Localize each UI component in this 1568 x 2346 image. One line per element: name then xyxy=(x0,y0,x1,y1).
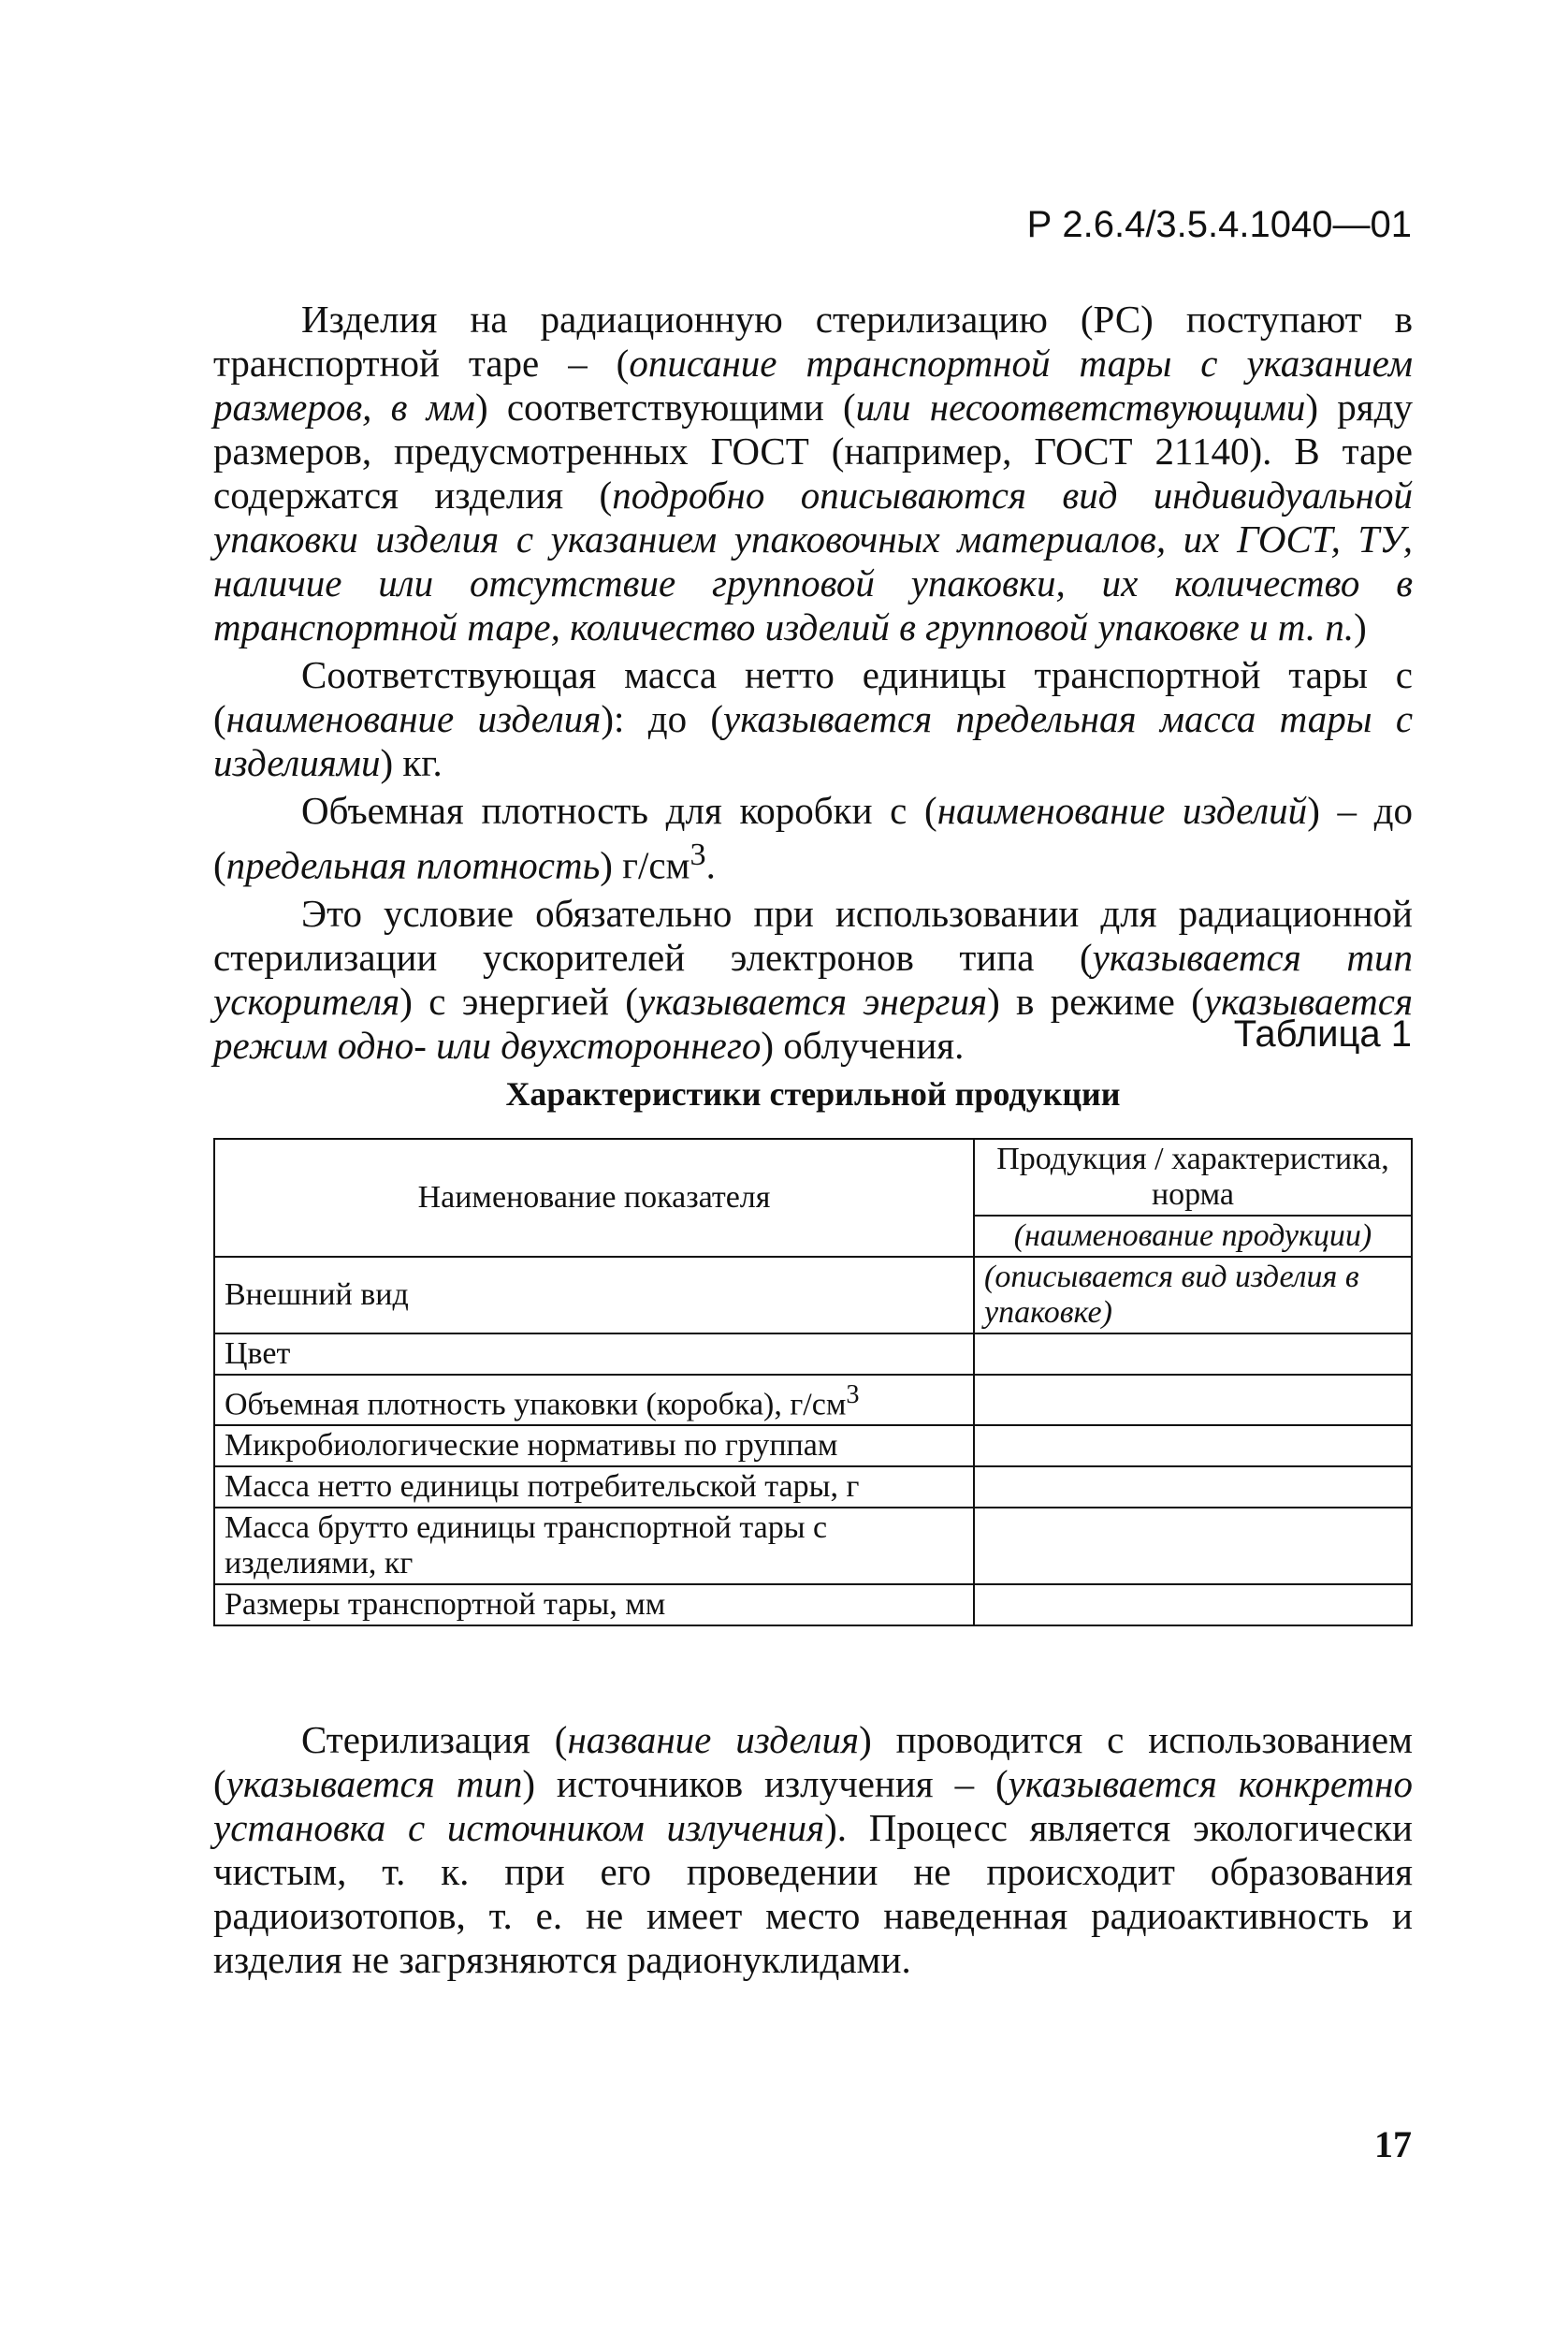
cell-value xyxy=(974,1508,1412,1584)
italic-run: указывается энергия xyxy=(637,979,988,1023)
table-row xyxy=(214,1584,1412,1625)
text-run: Это условие обязательно при использовании для радиационной стерилизации ускорителей электронов типа ( xyxy=(213,891,1413,979)
italic-run: указывается тип ускорителя xyxy=(213,935,1413,1023)
paragraph-sterilization xyxy=(213,1718,1413,1982)
text-run: ) с энергией ( xyxy=(399,979,638,1023)
text-run: ) проводится с использованием ( xyxy=(213,1718,1413,1805)
cell-name: Микробиологические нормативы по группам xyxy=(214,1425,974,1466)
italic-run: указывается конкретно установка с источником излучения xyxy=(213,1762,1413,1849)
text-run: Стерилизация ( xyxy=(301,1718,568,1761)
italic-run: указывается тип xyxy=(225,1762,523,1805)
cell-name: Размеры транспортной тары, мм xyxy=(214,1584,974,1625)
table-row xyxy=(214,1257,1412,1333)
cell-value xyxy=(974,1425,1412,1466)
superscript: 3 xyxy=(846,1380,860,1409)
text-run: Соответствующая масса нетто единицы транспортной тары с ( xyxy=(213,653,1413,740)
italic-run: описание транспортной тары с указанием размеров, в мм xyxy=(213,342,1413,429)
document-code: Р 2.6.4/3.5.4.1040—01 xyxy=(1026,204,1412,245)
text-run: ) соответствующими ( xyxy=(474,386,856,429)
text-run: ) облучения. xyxy=(761,1023,965,1067)
paragraph-net-mass xyxy=(213,653,1413,785)
spec-table xyxy=(213,1138,1413,1626)
text-run: . xyxy=(705,843,716,887)
text-run: ) кг. xyxy=(380,741,443,784)
italic-run: указывается предельная масса тары с изделиями xyxy=(213,697,1414,784)
text-run: ) ряду размеров, предусмотренных ГОСТ (например, ГОСТ 21140). В таре содержатся изделия ( xyxy=(213,386,1414,517)
cell-name: Цвет xyxy=(214,1333,974,1375)
header-cell-product: Продукция / характеристика, норма xyxy=(974,1139,1412,1216)
table-header-row xyxy=(214,1139,1412,1216)
table-title: Характеристики стерильной продукции xyxy=(505,1075,1121,1113)
cell-name: Внешний вид xyxy=(214,1257,974,1333)
cell-value xyxy=(974,1584,1412,1625)
table-row xyxy=(214,1375,1412,1425)
cell-value xyxy=(974,1333,1412,1375)
text-run: ): до ( xyxy=(601,697,724,740)
superscript: 3 xyxy=(690,838,706,872)
italic-run: указывается режим одно- или двухстороннего xyxy=(213,979,1414,1067)
text-run: ) xyxy=(1354,605,1367,648)
header-cell-indicator: Наименование показателя xyxy=(214,1139,974,1257)
top-text-block xyxy=(213,298,1413,1068)
italic-run: подробно описываются вид индивидуальной упаковки изделия с указанием упаковочных материалов, их ГОСТ, ТУ, наличие или отсутствие групповой упаковки, их количество в транспортной таре, количество изделий в групповой упаковке и т. п. xyxy=(213,474,1413,648)
text-run: ) – до ( xyxy=(213,789,1413,887)
table-row xyxy=(214,1425,1412,1466)
italic-run: название изделия xyxy=(567,1718,860,1761)
text-run: Объемная плотность для коробки с ( xyxy=(301,789,937,832)
paragraph-delivery xyxy=(213,298,1413,649)
text-run: Изделия на радиационную стерилизацию (РС) поступают в транспортной таре – ( xyxy=(213,298,1413,385)
cell-name-text: Объемная плотность упаковки (коробка), г/см xyxy=(225,1387,847,1422)
table-label: Таблица 1 xyxy=(1233,1013,1412,1055)
text-run: ) г/см xyxy=(600,843,690,887)
italic-run: или несоответствующими xyxy=(855,386,1306,429)
italic-run: предельная плотность xyxy=(225,843,601,887)
text-run: ). Процесс является экологически чистым, т. к. при его проведении не происходит образования радиоизотопов, т. е. не имеет место наведенная радиоактивность и изделия не загрязняются радионуклидами. xyxy=(213,1806,1413,1981)
paragraph-density xyxy=(213,789,1413,888)
cell-name: Масса нетто единицы потребительской тары, г xyxy=(214,1466,974,1508)
page-number: 17 xyxy=(1374,2123,1412,2165)
cell-value: (описывается вид изделия в упаковке) xyxy=(974,1257,1412,1333)
table-row xyxy=(214,1466,1412,1508)
text-run: ) источников излучения – ( xyxy=(522,1762,1009,1805)
bottom-text-block xyxy=(213,1718,1413,1982)
paragraph-accelerator xyxy=(213,892,1413,1068)
italic-run: наименование изделий xyxy=(936,789,1308,832)
table-row xyxy=(214,1333,1412,1375)
cell-value xyxy=(974,1466,1412,1508)
header-cell-product-name: (наименование продукции) xyxy=(974,1216,1412,1257)
table-row xyxy=(214,1508,1412,1584)
cell-name: Масса брутто единицы транспортной тары с изделиями, кг xyxy=(214,1508,974,1584)
italic-run: наименование изделия xyxy=(225,697,602,740)
text-run: ) в режиме ( xyxy=(987,979,1204,1023)
cell-value xyxy=(974,1375,1412,1425)
cell-name xyxy=(214,1375,974,1425)
